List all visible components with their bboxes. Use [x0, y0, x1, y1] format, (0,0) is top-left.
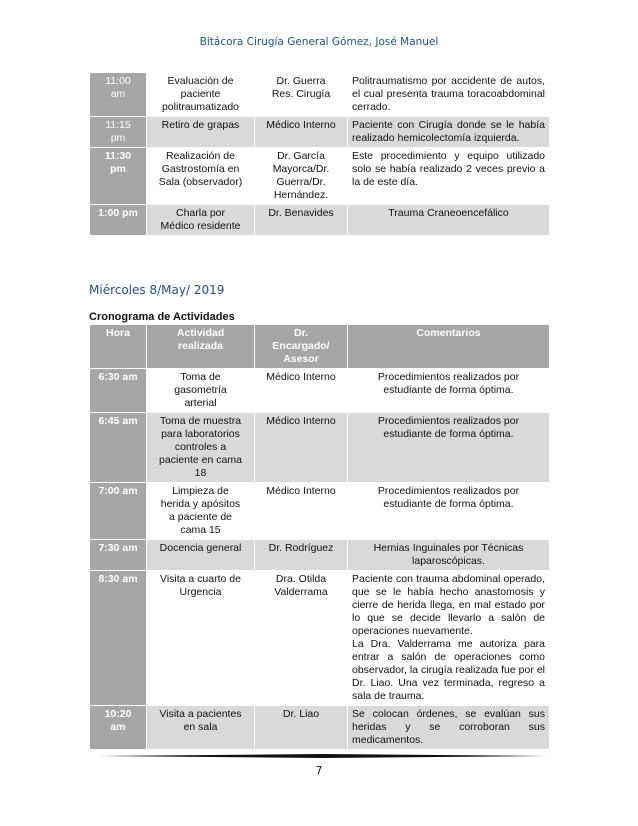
cell-hora: 6:30 am: [90, 369, 147, 413]
header-actividad: Actividad realizada: [147, 325, 255, 369]
cell-actividad: Visita a pacientes en sala: [147, 706, 255, 750]
cell-comentario: Procedimientos realizados por estudiante de forma óptima.: [348, 483, 550, 540]
cell-actividad: Toma de muestra para laboratorios controles a paciente en cama 18: [147, 413, 255, 483]
cell-actividad: Evaluación de paciente politraumatizado: [147, 73, 255, 117]
cell-hora: 8:30 am: [90, 571, 147, 706]
cell-encargado: Dr. Benavides: [255, 205, 348, 236]
cell-encargado: Médico Interno: [255, 483, 348, 540]
cell-actividad: Visita a cuarto de Urgencia: [147, 571, 255, 706]
cell-comentario: Procedimientos realizados por estudiante de forma óptima.: [348, 369, 550, 413]
cell-encargado: Médico Interno: [255, 117, 348, 148]
header-comentarios: Comentarios: [348, 325, 550, 369]
cell-encargado: Médico Interno: [255, 413, 348, 483]
cell-hora: 7:30 am: [90, 540, 147, 571]
header-encargado: Dr. Encargado/ Asesor: [255, 325, 348, 369]
cell-encargado: Dr. Rodríguez: [255, 540, 348, 571]
table-row: [90, 706, 550, 750]
header-hora: Hora: [90, 325, 147, 369]
cell-hora: 11:15 pm: [90, 117, 147, 148]
cell-actividad: Charla por Médico residente: [147, 205, 255, 236]
cell-comentario: Politraumatismo por accidente de autos, el cual presenta trauma toracoabdominal cerrado.: [348, 73, 550, 117]
table-row: [90, 540, 550, 571]
cell-hora: 11:00 am: [90, 73, 147, 117]
cell-hora: 11:30 pm: [90, 148, 147, 205]
day-heading: Miércoles 8/May/ 2019: [89, 283, 225, 297]
cell-comentario: Trauma Craneoencefálico: [348, 205, 550, 236]
cell-comentario: Se colocan órdenes, se evalúan sus heridas y se corroboran sus medicamentos.: [348, 706, 550, 750]
cell-comentario: Procedimientos realizados por estudiante de forma óptima.: [348, 413, 550, 483]
cell-encargado: Dr. García Mayorca/Dr. Guerra/Dr. Hernández.: [255, 148, 348, 205]
table-row: [90, 205, 550, 236]
table-row: [90, 117, 550, 148]
cell-actividad: Docencia general: [147, 540, 255, 571]
table-row: [90, 571, 550, 706]
footer-divider: [98, 754, 548, 758]
activities-table-2: [89, 324, 550, 750]
cell-encargado: Dr. Liao: [255, 706, 348, 750]
cell-comentario: Este procedimiento y equipo utilizado solo se había realizado 2 veces previo a la de este día.: [348, 148, 550, 205]
cell-comentario: Hernias Inguinales por Técnicas laparoscópicas.: [348, 540, 550, 571]
page-header: Bitácora Cirugía General Gómez, José Manuel: [199, 36, 439, 48]
cell-encargado: Médico Interno: [255, 369, 348, 413]
table-row: [90, 73, 550, 117]
cell-hora: 6:45 am: [90, 413, 147, 483]
page-number: 7: [315, 765, 323, 777]
cell-actividad: Realización de Gastrostomía en Sala (observador): [147, 148, 255, 205]
cell-actividad: Toma de gasometría arterial: [147, 369, 255, 413]
cell-hora: 1:00 pm: [90, 205, 147, 236]
cell-comentario: Paciente con trauma abdominal operado, que se le había hecho anastomosis y cierre de herida llega, en mal estado por lo que se decide llevarlo a salón de operaciones nuevamente. La Dra. Valderrama me autoriza para entrar a salón de operaciones como observador, la cirugía realizada fue por el Dr. Liao. Una vez terminada, regreso a sala de trauma.: [348, 571, 550, 706]
activities-table-1: [89, 72, 550, 236]
table-row: [90, 369, 550, 413]
table-row: [90, 148, 550, 205]
cell-actividad: Limpieza de herida y apósitos a paciente de cama 15: [147, 483, 255, 540]
cell-hora: 10:20 am: [90, 706, 147, 750]
cell-encargado: Dra. Otilda Valderrama: [255, 571, 348, 706]
cell-hora: 7:00 am: [90, 483, 147, 540]
section-title: Cronograma de Actividades: [89, 311, 235, 323]
table-row: [90, 413, 550, 483]
table-row: [90, 483, 550, 540]
cell-encargado: Dr. Guerra Res. Cirugía: [255, 73, 348, 117]
cell-comentario: Paciente con Cirugía donde se le había realizado hemicolectomía izquierda.: [348, 117, 550, 148]
cell-actividad: Retiro de grapas: [147, 117, 255, 148]
table-header-row: [90, 325, 550, 369]
